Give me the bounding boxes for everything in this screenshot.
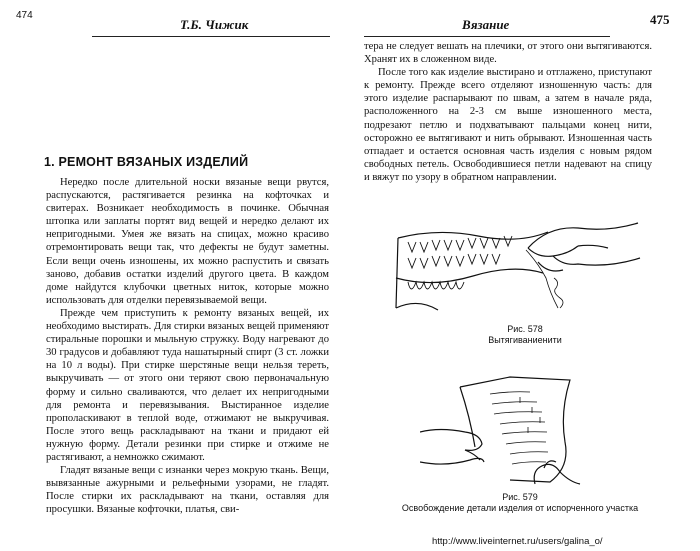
header-rule-right: [364, 36, 610, 37]
figure-578-label: Рис. 578: [507, 324, 543, 334]
paragraph: После того как изделие выстирано и отглажено, приступают к ремонту. Прежде всего отделяют изношенную часть: для этого изделие распарывают по швам, а затем в начале ряда, расположенного на 2-3 см выше изношенного места, подрезают петлю и подхватывают пальцами конец нити, осторожно ее вытягивают и нить обрывают. Изношенная часть отпадает и остается основная часть изделия с новым рядом свободных петель. Освободившиеся петли надевают на спицу и вяжут по узору в обратном направлении.: [364, 67, 652, 183]
running-head-title: Вязание: [462, 17, 510, 32]
figure-579-caption: [370, 492, 670, 514]
page-number-left: 474: [16, 10, 33, 21]
figure-578-text: Вытягиваниенити: [488, 335, 562, 345]
right-page: [350, 0, 700, 551]
paragraph: Гладят вязаные вещи с изнанки через мокрую ткань. Вещи, вывязанные ажурными и рельефными узорами, не гладят. После стирки их раскладывают на ткани, оставляя для просушки. Вязаные кофточки, платья, сви-: [46, 465, 329, 516]
page-number-right: 475: [650, 12, 670, 27]
paragraph: Прежде чем приступить к ремонту вязаных вещей, их необходимо выстирать. Для стирки вязаных вещей применяют стиральные порошки и мыльную стружку. Воду нагревают до 30 градусов и добавляют туда нашатырный спирт (3 ст. ложки на 10 л воды). При стирке шерстяные вещи нельзя тереть, выкручивать — от этого они теряют свою первоначальную форму и сильно сваливаются, что делает их непригодными для ремонта и перевязывания. Выстиранное изделие прополаскивают в теплой воде, отжимают не выкручивая. После этого вещь раскладывают на ткани и придают ей нужную форму. Детали резинки при стирке и отжиме не растягивают, а немножко сжимают.: [46, 307, 329, 463]
section-heading: 1. РЕМОНТ ВЯЗАНЫХ ИЗДЕЛИЙ: [44, 155, 249, 169]
running-head-author: Т.Б. Чижик: [180, 17, 249, 32]
figure-579-label: Рис. 579: [502, 492, 538, 502]
figure-578-caption: [450, 324, 600, 346]
paragraph: Нередко после длительной носки вязаные вещи рвутся, распускаются, растягивается резинка на кофточках и свитерах. Возникает необходимость в починке. Обычная штопка или заплаты портят вид вещей и нередко делают их непригодными. Умея же вязать на спицах, можно красиво отремонтировать вещи так, что дефекты не будут заметны. Если вещи очень изношены, их можно распустить и связать заново, добавив остатки изделий другого цвета. В каждом доме найдутся клубочки цветных ниток, которые можно использовать для отделки перевязываемой вещи.: [46, 177, 329, 306]
right-body-text: [364, 40, 652, 184]
paragraph-continuation: тера не следует вешать на плечики, от этого они вытягиваются. Хранят их в сложенном виде.: [364, 41, 652, 66]
figure-579-text: Освобождение детали изделия от испорченного участка: [401, 503, 639, 513]
header-rule-left: [92, 36, 330, 37]
figure-579-illustration: [420, 372, 630, 487]
figure-578-illustration: [378, 218, 658, 318]
left-body-text: [46, 176, 329, 516]
source-url-footer: http://www.liveinternet.ru/users/galina_o/: [432, 536, 603, 547]
